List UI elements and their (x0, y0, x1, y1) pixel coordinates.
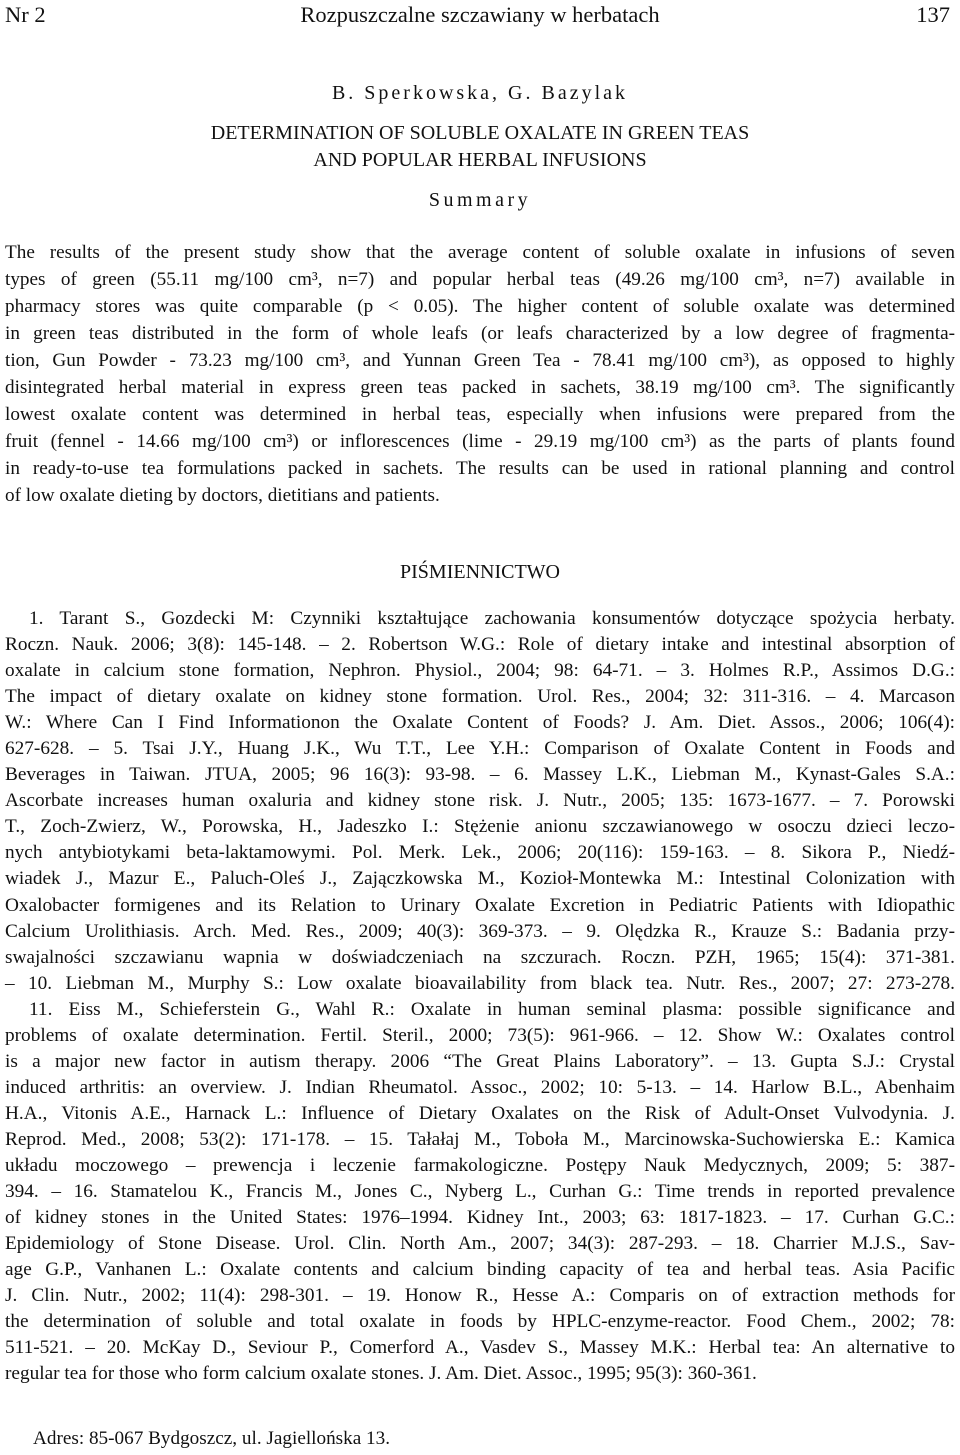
summary-line: The results of the present study show that the average content of soluble oxalate in infusions of seven (5, 242, 955, 263)
summary-line: lowest oxalate content was determined in herbal teas, especially when infusions were prepared from the (5, 404, 955, 426)
reference-line: age G.P., Vanhanen L.: Oxalate contents and calcium binding capacity of tea and herbal teas. Asia Pacific (5, 1259, 955, 1281)
reference-line: Ascorbate increases human oxaluria and kidney stone risk. J. Nutr., 2005; 135: 1673-1677. – 7. Porowski (5, 790, 955, 812)
summary-line: in ready-to-use tea formulations packed in sachets. The results can be used in rational planning and control (5, 458, 955, 480)
reference-line: regular tea for those who form calcium oxalate stones. J. Am. Diet. Assoc., 1995; 95(3): 360-361. (5, 1363, 757, 1385)
reference-line: wiadek J., Mazur E., Paluch-Oleś J., Zajączkowska M., Kozioł-Montewka M.: Intestinal Colonization with (5, 868, 955, 890)
reference-line: nych antybiotykami beta-laktamowymi. Pol. Merk. Lek., 2006; 20(116): 159-163. – 8. Sikora P., Niedź- (5, 842, 955, 864)
reference-line: is a major new factor in autism therapy. 2006 “The Great Plains Laboratory”. – 13. Gupta S.J.: Crystal (5, 1050, 955, 1072)
reference-line: T., Zoch-Zwierz, W., Porowska, H., Jadeszko I.: Stężenie anionu szczawianowego w osoczu dzieci leczo- (5, 816, 955, 838)
summary-line: pharmacy stores was quite comparable (p < 0.05). The higher content of soluble oxalate was determined (5, 296, 955, 318)
reference-line: W.: Where Can I Find Informationon the Oxalate Content of Foods? J. Am. Diet. Assos., 2006; 106(4): (5, 712, 955, 734)
reference-line: of kidney stones in the United States: 1976–1994. Kidney Int., 2003; 63: 1817-1823. – 17. Curhan G.C.: (5, 1207, 955, 1229)
reference-line: Oxalobacter formigenes and its Relation to Urinary Oxalate Excretion in Pediatric Patients with Idiopathic (5, 894, 955, 916)
issue-number: Nr 2 (5, 2, 46, 27)
reference-line: układu moczowego – prewencja i leczenie farmakologiczne. Postępy Nauk Medycznych, 2009; 5: 387- (5, 1154, 955, 1176)
reference-line: 11. Eiss M., Schieferstein G., Wahl R.: Oxalate in human seminal plasma: possible significance and (29, 998, 955, 1020)
reference-line: problems of oxalate determination. Fertil. Steril., 2000; 73(5): 961-966. – 12. Show W.: Oxalates control (5, 1024, 955, 1046)
reference-line: Reprod. Med., 2008; 53(2): 171-178. – 15. Tałałaj M., Toboła M., Marcinowska-Suchowierska E.: Kamica (5, 1128, 955, 1150)
summary-heading: Summary (428, 189, 532, 211)
page-number: 137 (916, 2, 950, 27)
reference-line: 511-521. – 20. McKay D., Seviour P., Comerford A., Vasdev S., Massey M.K.: Herbal tea: An alternative to (5, 1337, 955, 1359)
reference-line: Roczn. Nauk. 2006; 3(8): 145-148. – 2. Robertson W.G.: Role of dietary intake and intestinal absorption of (5, 634, 955, 656)
title-line: DETERMINATION OF SOLUBLE OXALATE IN GREEN TEAS (210, 122, 750, 144)
reference-line: Epidemiology of Stone Disease. Urol. Clin. North Am., 2007; 34(3): 287-293. – 18. Charrier M.J.S., Sav- (5, 1233, 955, 1255)
summary-line: in green teas distributed in the form of whole leafs (or leafs characterized by a low degree of fragmenta- (5, 323, 955, 345)
reference-line: – 10. Liebman M., Murphy S.: Low oxalate bioavailability from black tea. Nutr. Res., 2007; 27: 273-278. (5, 972, 955, 994)
summary-line: types of green (55.11 mg/100 cm³, n=7) and popular herbal teas (49.26 mg/100 cm³, n=7) available in (5, 269, 955, 291)
reference-line: 1. Tarant S., Gozdecki M: Czynniki kształtujące zachowania konsumentów dotyczące spożycia herbaty. (29, 608, 955, 629)
summary-line: tion, Gun Powder - 73.23 mg/100 cm³, and Yunnan Green Tea - 78.41 mg/100 cm³), as opposed to highly (5, 350, 955, 372)
reference-line: The impact of dietary oxalate on kidney stone formation. Urol. Res., 2004; 32: 311-316. – 4. Marcason (5, 686, 955, 708)
summary-paragraph (5, 239, 955, 509)
reference-line: Calcium Urolithiasis. Arch. Med. Res., 2009; 40(3): 369-373. – 9. Olędzka R., Krauze S.: Badania przy- (5, 920, 955, 942)
reference-line: Beverages in Taiwan. JTUA, 2005; 96 16(3): 93-98. – 6. Massey L.K., Liebman M., Kynast-Gales S.A.: (5, 764, 955, 786)
reference-line: J. Clin. Nutr., 2002; 11(4): 298-301. – 19. Honow R., Hesse A.: Comparis on of extraction methods for (5, 1285, 955, 1307)
reference-line: 394. – 16. Stamatelou K., Francis M., Jones C., Nyberg L., Curhan G.: Time trends in reported prevalence (5, 1181, 955, 1203)
reference-line: induced arthritis: an overview. J. Indian Rheumatol. Assoc., 2002; 10: 5-13. – 14. Harlow B.L., Abenhaim (5, 1076, 955, 1098)
summary-line: disintegrated herbal material in express green teas packed in sachets, 38.19 mg/100 cm³. The significantly (5, 377, 955, 399)
references-list (5, 606, 955, 1387)
running-title: Rozpuszczalne szczawiany w herbatach (300, 2, 660, 27)
title-line: AND POPULAR HERBAL INFUSIONS (313, 149, 647, 171)
references-heading: PIŚMIENNICTWO (400, 561, 560, 583)
reference-line: oxalate in calcium stone formation, Nephron. Physiol., 2004; 98: 64-71. – 3. Holmes R.P., Assimos D.G.: (5, 660, 955, 682)
article-title (0, 120, 960, 174)
summary-line: fruit (fennel - 14.66 mg/100 cm³) or inflorescences (lime - 29.19 mg/100 cm³) as the parts of plants found (5, 431, 955, 453)
reference-line: swajalności szczawianu wapnia w doświadczeniach na szczurach. Roczn. PZH, 1965; 15(4): 371-381. (5, 946, 955, 968)
authors: B. Sperkowska, G. Bazylak (331, 82, 629, 104)
reference-line: 627-628. – 5. Tsai J.Y., Huang J.K., Wu T.T., Lee Y.H.: Comparison of Oxalate Content in Foods and (5, 738, 955, 760)
summary-line: of low oxalate dieting by doctors, dietitians and patients. (5, 485, 440, 507)
reference-line: the determination of soluble and total oxalate in foods by HPLC-enzyme-reactor. Food Chem., 2002; 78: (5, 1311, 955, 1333)
author-address: Adres: 85-067 Bydgoszcz, ul. Jagiellońska 13. (33, 1428, 391, 1449)
reference-line: H.A., Vitonis A.E., Harnack L.: Influence of Dietary Oxalates on the Risk of Adult-Onset Vulvodynia. J. (5, 1102, 955, 1124)
